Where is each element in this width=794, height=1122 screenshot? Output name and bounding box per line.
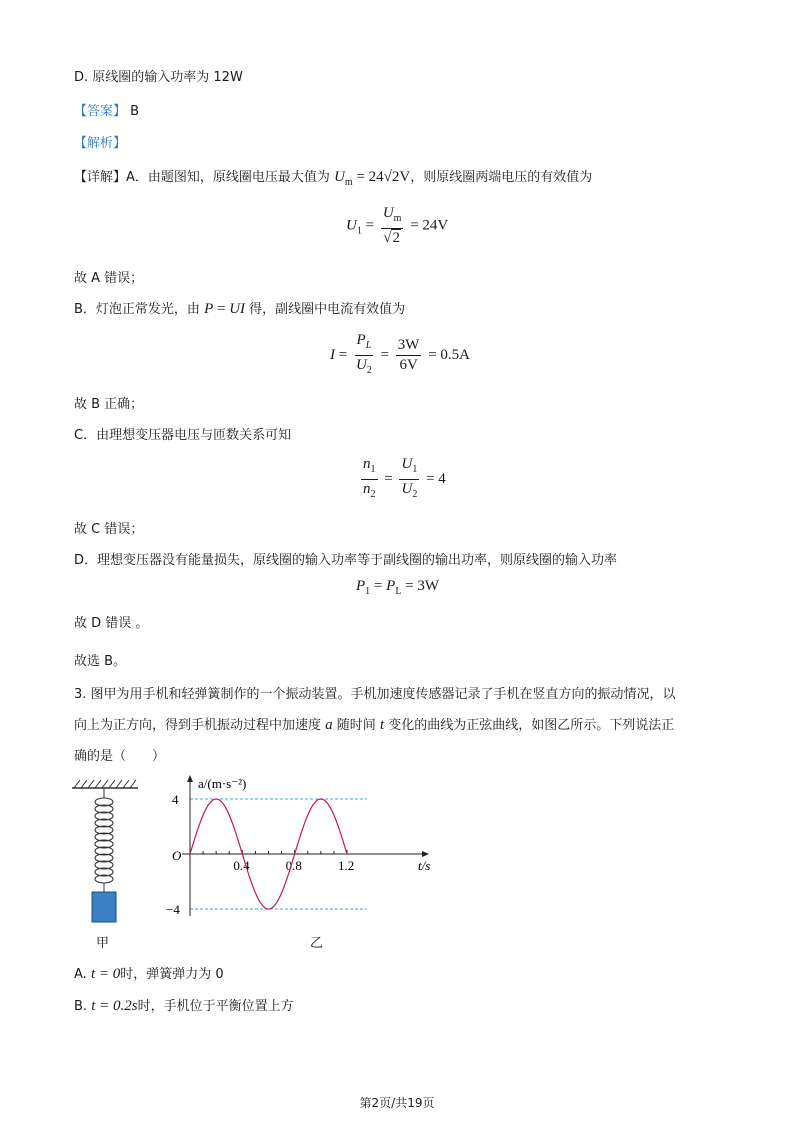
option-a-math: t = 0 xyxy=(90,966,121,982)
current-value: = 0.5A xyxy=(428,346,470,363)
detail-b-intro-2: 得，副线圈中电流有效值为 xyxy=(249,302,406,317)
question-3-line-1: 3. 图甲为用手机和轻弹簧制作的一个振动装置。手机加速度传感器记录了手机在竖直方向的振动情况，以 xyxy=(74,687,676,702)
detail-d-conclusion: 故 D 错误 。 xyxy=(74,616,149,631)
option-a: A. t = 0时，弹簧弹力为 0 xyxy=(74,966,224,982)
detail-label: 【详解】 xyxy=(74,170,127,185)
option-d-text: D. 原线圈的输入功率为 12W xyxy=(74,70,243,85)
origin-label: O xyxy=(172,848,182,863)
detail-b-line xyxy=(74,298,405,318)
answer-value: B xyxy=(130,104,140,119)
x-tick-label: 0.8 xyxy=(285,858,302,873)
detail-b-conclusion: 故 B 正确； xyxy=(74,397,144,412)
turns-fraction: $\frac{n_1}{n_2}$ xyxy=(363,456,376,500)
detail-c-intro: C．由理想变压器电压与匝数关系可知 xyxy=(74,428,292,443)
symbol-t: t xyxy=(379,717,385,733)
u1-value: = 24V xyxy=(410,217,449,234)
current-fraction-2: $\frac{3W}{6V}$ xyxy=(397,337,420,373)
power-equation: $P_1 = P_L = 3W$ xyxy=(356,578,440,597)
u1-equation: $U_1$ = $\frac{U_m}{√2}$ = 24V xyxy=(346,205,449,246)
spring-coil xyxy=(95,798,113,883)
y-tick-label: 4 xyxy=(172,792,179,807)
turns-ratio-value: = 4 xyxy=(426,470,446,487)
power-formula: P = UI xyxy=(204,301,246,317)
option-b: B. t = 0.2s时，手机位于平衡位置上方 xyxy=(74,998,294,1014)
acceleration-chart xyxy=(160,770,450,930)
current-fraction-1: $\frac{P_L}{U_2}$ xyxy=(355,332,372,376)
detail-c-conclusion: 故 C 错误； xyxy=(74,522,144,537)
question-3-line-3: 确的是（ ） xyxy=(74,749,166,764)
symbol-a: a xyxy=(325,717,333,733)
power-value: = 3W xyxy=(405,578,440,594)
detail-a-intro: A．由题图知，原线圈电压最大值为 xyxy=(126,170,330,185)
x-tick-label: 0.4 xyxy=(233,858,250,873)
phone-block xyxy=(92,892,116,922)
answer-label: 【答案】 xyxy=(74,104,127,119)
current-equation: I = $\frac{P_L}{U_2}$ = $\frac{3W}{6V}$ = 0.5A xyxy=(330,332,470,379)
question-3-line-2: 向上为正方向，得到手机振动过程中加速度 a 随时间 t 变化的曲线为正弦曲线，如图乙所示。下列说法正 xyxy=(74,717,675,733)
x-tick-label: 1.2 xyxy=(338,858,355,873)
answer-line xyxy=(74,100,139,119)
turns-ratio-equation: $\frac{n_1}{n_2}$ = $\frac{U_1}{U_2}$ = 4 xyxy=(358,456,446,503)
figure-yi-label: 乙 xyxy=(310,936,324,951)
spring-device-figure xyxy=(70,776,142,956)
detail-a-line xyxy=(74,166,592,188)
y-tick-label: −4 xyxy=(166,902,180,917)
detail-b-intro-1: B．灯泡正常发光，由 xyxy=(74,302,200,317)
option-b-math: t = 0.2s xyxy=(91,998,138,1014)
analysis-label: 【解析】 xyxy=(74,136,127,151)
detail-d-intro: D．理想变压器没有能量损失，原线圈的输入功率等于副线圈的输出功率，则原线圈的输入功率 xyxy=(74,553,618,568)
choose-answer: 故选 B。 xyxy=(74,654,127,669)
detail-a-tail: ，则原线圈两端电压的有效值为 xyxy=(410,170,593,185)
figure-jia-label: 甲 xyxy=(96,936,110,951)
page-footer: 第2页/共19页 xyxy=(359,1096,435,1110)
um-equation: $U_m = 24√2V$ xyxy=(334,169,411,188)
um-value: 24√2V xyxy=(368,169,411,185)
voltage-fraction: $\frac{U_1}{U_2}$ xyxy=(401,456,418,500)
ceiling-hatch xyxy=(72,780,138,788)
y-axis-label: a/(m·s⁻²) xyxy=(198,776,247,791)
x-axis-label: t/s xyxy=(418,858,431,873)
u1-fraction: $\frac{U_m}{√2}$ xyxy=(382,205,402,246)
detail-a-conclusion: 故 A 错误； xyxy=(74,271,144,286)
